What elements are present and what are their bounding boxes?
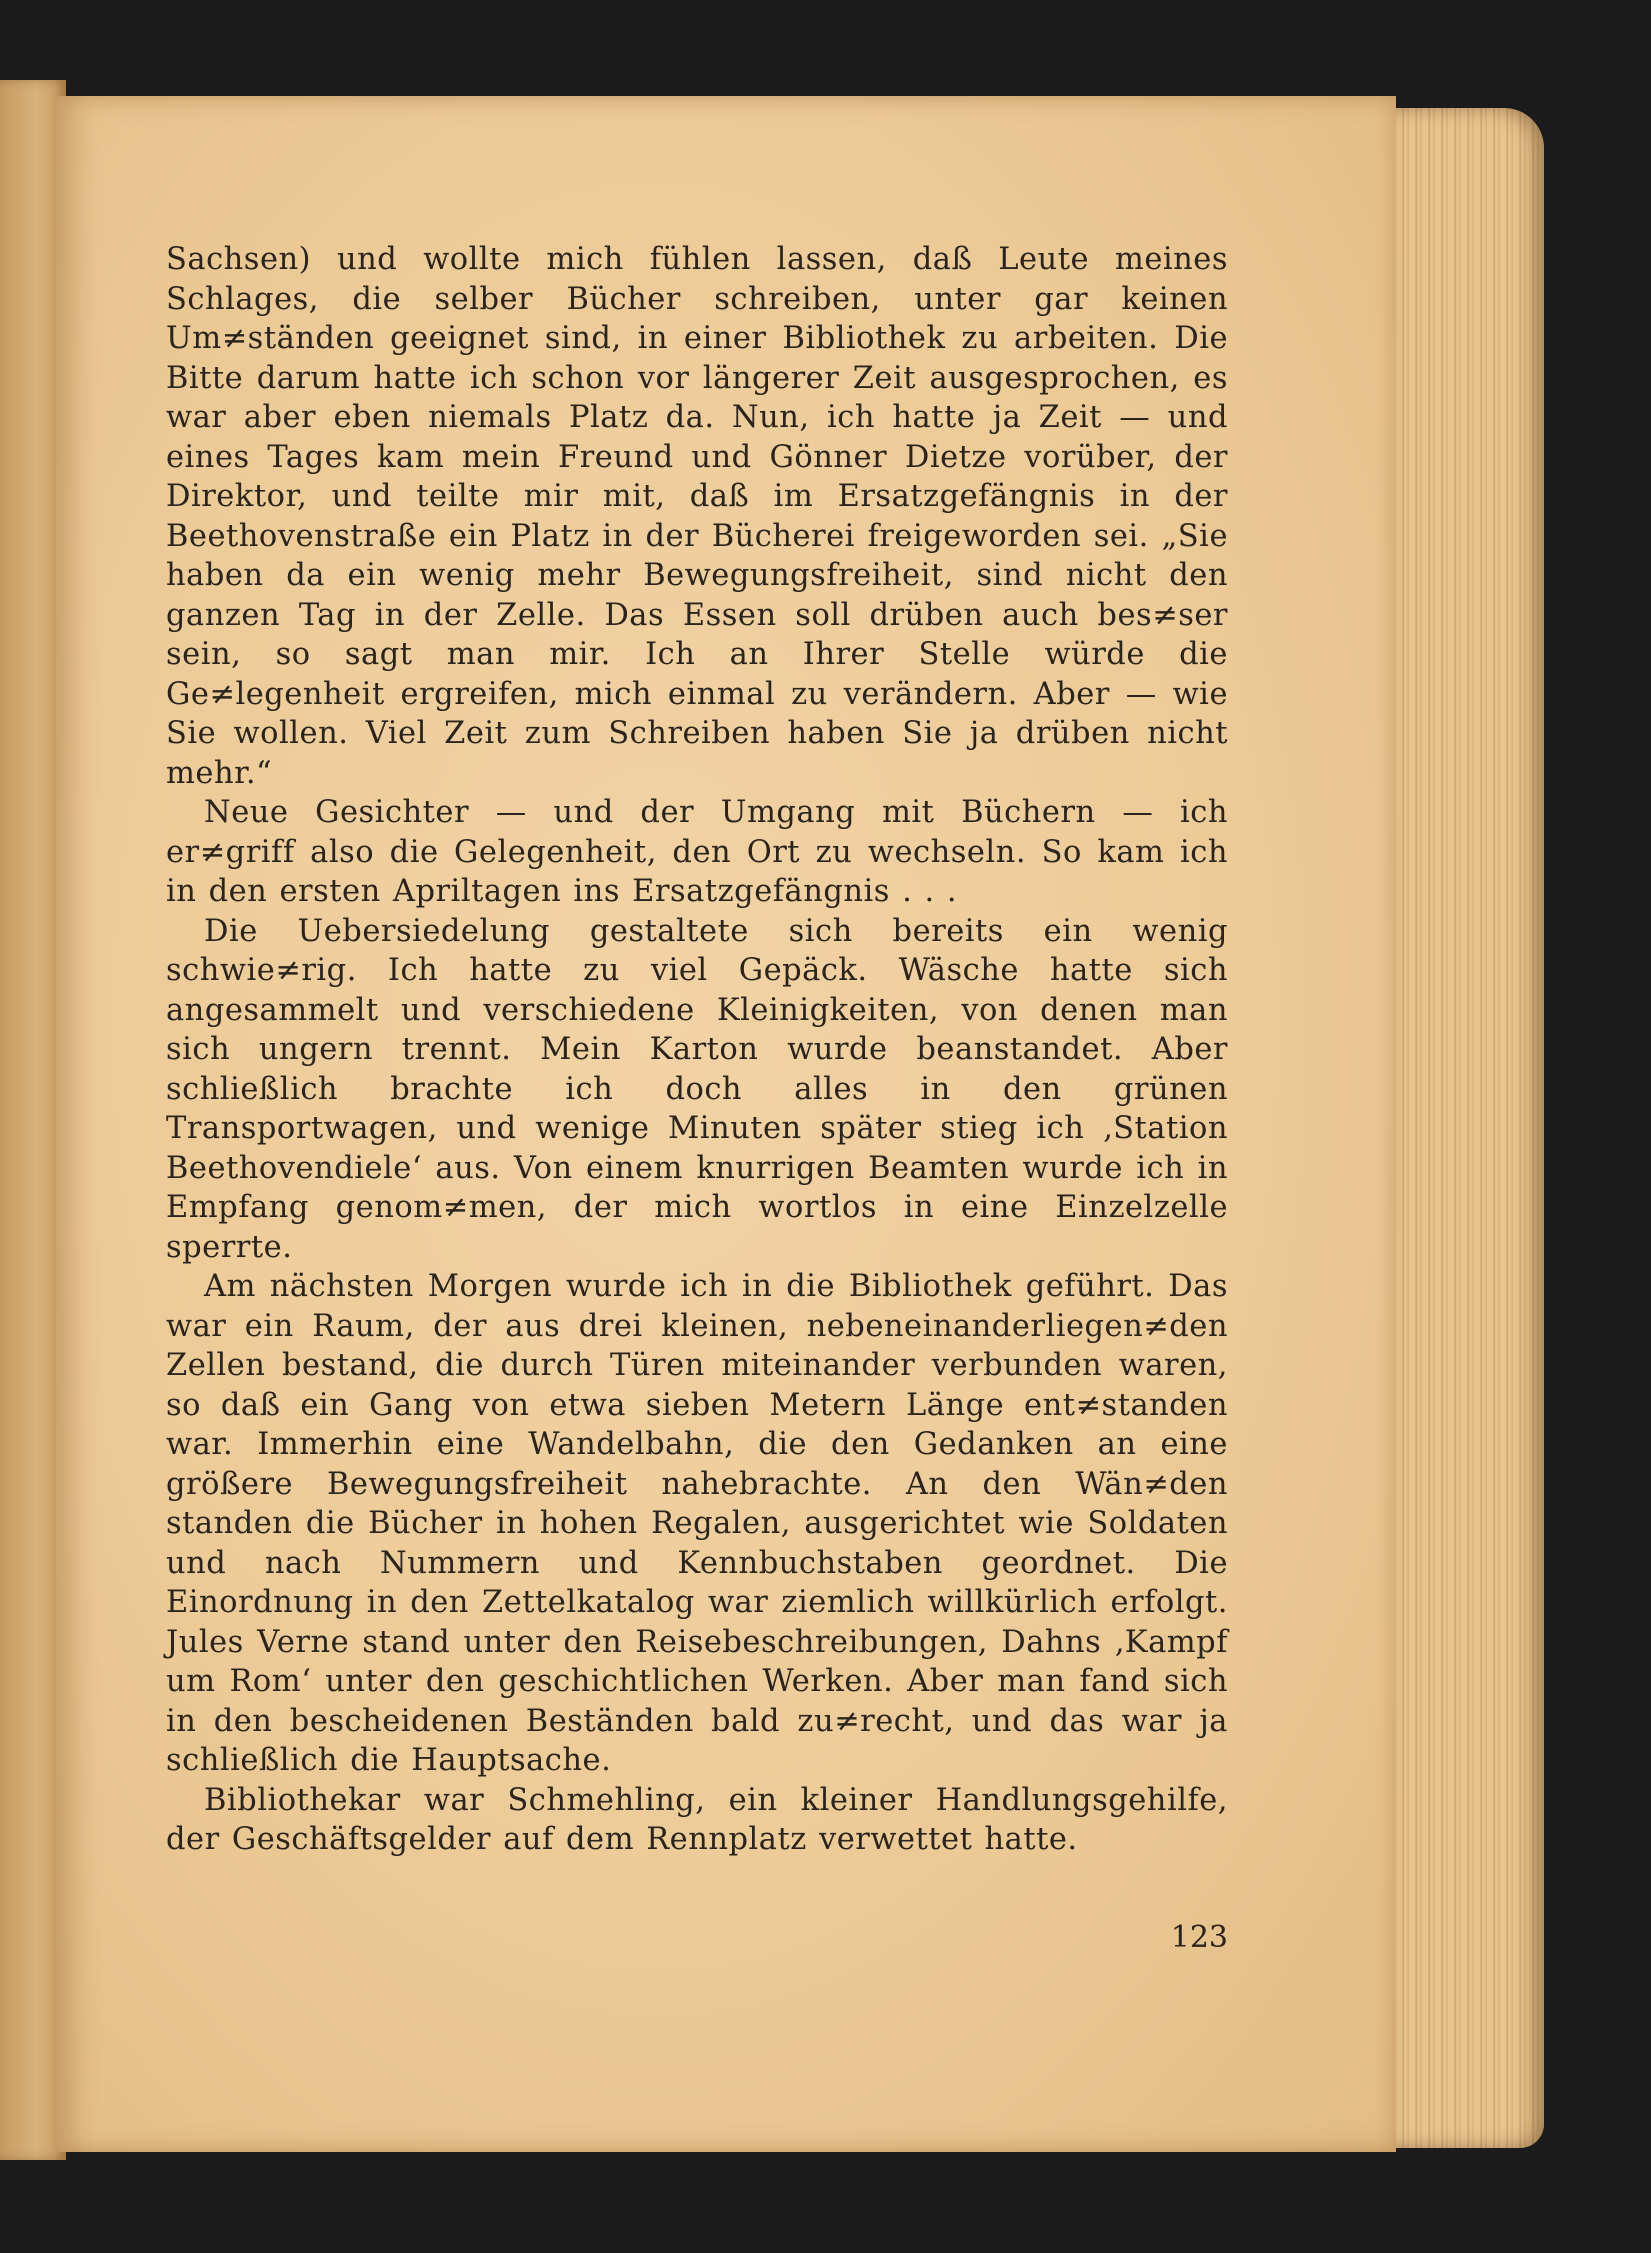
- paragraph: Am nächsten Morgen wurde ich in die Bibliothek geführt. Das war ein Raum, der aus drei kleinen, nebeneinanderliegen≠den Zellen bestand, die durch Türen miteinander verbunden waren, so daß ein Gang von etwa sieben Metern Länge ent≠standen war. Immerhin eine Wandelbahn, die den Gedanken an eine größere Bewegungsfreiheit nahebrachte. An den Wän≠den standen die Bücher in hohen Regalen, ausgerichtet wie Soldaten und nach Nummern und Kennbuchstaben geordnet. Die Einordnung in den Zettelkatalog war ziemlich willkürlich erfolgt. Jules Verne stand unter den Reisebeschreibungen, Dahns ‚Kampf um Rom‘ unter den geschichtlichen Werken. Aber man fand sich in den bescheidenen Beständen bald zu≠recht, und das war ja schließlich die Hauptsache.: [166, 1269, 1228, 1778]
- body-text: [166, 240, 1228, 1860]
- page-number: 123: [1170, 1920, 1228, 1955]
- paragraph: Neue Gesichter — und der Umgang mit Büchern — ich er≠griff also die Gelegenheit, den Ort zu wechseln. So kam ich in den ersten Apriltagen ins Ersatzgefängnis . . .: [166, 795, 1228, 909]
- paragraph: Die Uebersiedelung gestaltete sich bereits ein wenig schwie≠rig. Ich hatte zu viel Gepäck. Wäsche hatte sich angesammelt und verschiedene Kleinigkeiten, von denen man sich ungern trennt. Mein Karton wurde beanstandet. Aber schließlich brachte ich doch alles in den grünen Transportwagen, und wenige Minuten später stieg ich ‚Station Beethovendiele‘ aus. Von einem knurrigen Beamten wurde ich in Empfang genom≠men, der mich wortlos in eine Einzelzelle sperrte.: [166, 913, 1228, 1265]
- paragraph-continued: Sachsen) und wollte mich fühlen lassen, daß Leute meines Schlages, die selber Bücher schreiben, unter gar keinen Um≠ständen geeignet sind, in einer Bibliothek zu arbeiten. Die Bitte darum hatte ich schon vor längerer Zeit ausgesprochen, es war aber eben niemals Platz da. Nun, ich hatte ja Zeit — und eines Tages kam mein Freund und Gönner Dietze vorüber, der Direktor, und teilte mir mit, daß im Ersatzgefängnis in der Beethovenstraße ein Platz in der Bücherei freigeworden sei. „Sie haben da ein wenig mehr Bewegungsfreiheit, sind nicht den ganzen Tag in der Zelle. Das Essen soll drüben auch bes≠ser sein, so sagt man mir. Ich an Ihrer Stelle würde die Ge≠legenheit ergreifen, mich einmal zu verändern. Aber — wie Sie wollen. Viel Zeit zum Schreiben haben Sie ja drüben nicht mehr.“: [166, 242, 1228, 791]
- page-stack-edge: [1396, 108, 1544, 2148]
- paragraph: Bibliothekar war Schmehling, ein kleiner Handlungsgehilfe, der Geschäftsgelder auf dem Rennplatz verwettet hatte.: [166, 1782, 1228, 1857]
